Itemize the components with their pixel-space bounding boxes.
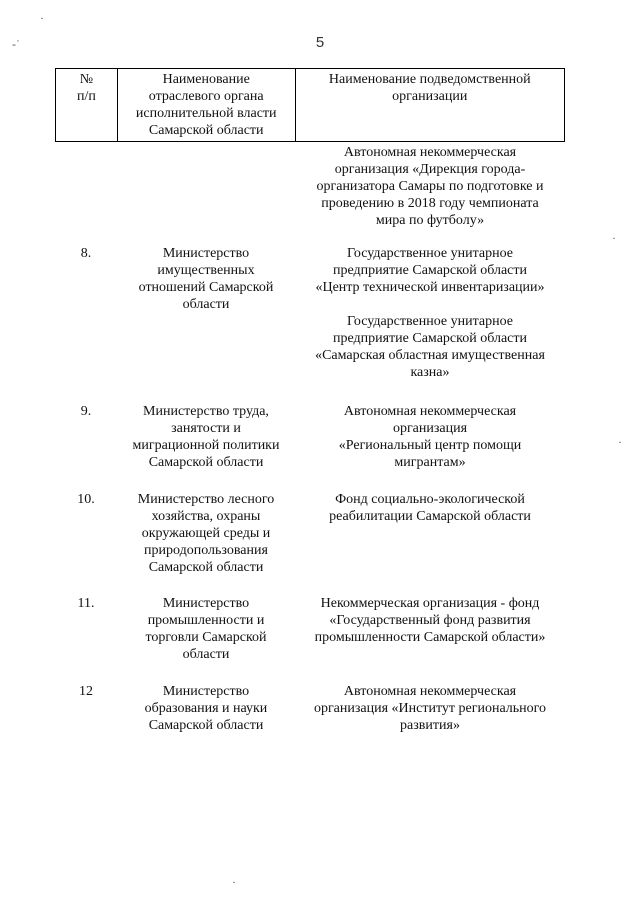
- table-row: [55, 491, 565, 576]
- header-subordinate-line: Наименование подведомственной: [328, 72, 531, 87]
- row-number: 11.: [77, 596, 95, 611]
- row-authority: [117, 245, 295, 381]
- subordinate-organization: [295, 595, 565, 646]
- text-line: предприятие Самарской области: [332, 263, 528, 278]
- text-line: предприятие Самарской области: [332, 331, 528, 346]
- row-subordinate: [295, 245, 565, 381]
- scan-speck: -˙: [12, 37, 20, 51]
- text-line: «Государственный фонд развития: [329, 613, 531, 628]
- text-line: Министерство: [162, 246, 250, 261]
- text-line: организация «Институт регионального: [313, 701, 547, 716]
- text-line: организация: [392, 421, 468, 436]
- text-line: промышленности и: [147, 613, 265, 628]
- text-line: мира по футболу»: [375, 213, 485, 228]
- text-line: организатора Самары по подготовке и: [316, 179, 544, 194]
- header-authority-line: Наименование: [162, 72, 250, 87]
- header-subordinate-column: [296, 69, 565, 141]
- text-line: области: [182, 297, 230, 312]
- table-header: [55, 68, 565, 142]
- text-line: казна»: [410, 365, 450, 380]
- table-row: [55, 144, 565, 229]
- text-line: образования и науки: [144, 701, 268, 716]
- header-authority-line: Самарской области: [148, 123, 264, 138]
- text-line: промышленности Самарской области»: [314, 630, 546, 645]
- row-subordinate: [295, 595, 565, 663]
- row-number: 9.: [80, 404, 92, 419]
- text-line: Самарской области: [148, 455, 264, 470]
- text-line: Министерство: [162, 684, 250, 699]
- header-authority-line: исполнительной власти: [135, 106, 277, 121]
- header-authority-line: отраслевого органа: [148, 89, 264, 104]
- header-number-line: п/п: [77, 89, 96, 104]
- text-line: развития»: [400, 718, 460, 733]
- row-number: 12: [79, 684, 93, 699]
- text-line: занятости и: [171, 421, 241, 436]
- scan-speck: ·: [618, 435, 622, 449]
- text-line: организация «Дирекция города-: [334, 162, 526, 177]
- text-line: хозяйства, охраны: [151, 509, 261, 524]
- text-line: отношений Самарской: [138, 280, 274, 295]
- header-number-line: №: [79, 72, 94, 87]
- header-subordinate-line: организации: [392, 89, 468, 104]
- text-line: Автономная некоммерческая: [343, 145, 517, 160]
- text-line: окружающей среды и: [141, 526, 271, 541]
- scan-speck: ·: [40, 11, 44, 25]
- table-row: [55, 245, 565, 381]
- text-line: «Региональный центр помощи: [338, 438, 522, 453]
- subordinate-organization: [295, 491, 565, 525]
- row-number: 10.: [77, 492, 95, 507]
- text-line: имущественных: [157, 263, 255, 278]
- header-number-column: [56, 69, 118, 141]
- row-authority: [117, 491, 295, 576]
- row-authority: [117, 144, 295, 229]
- table-row: [55, 595, 565, 663]
- row-subordinate: [295, 403, 565, 471]
- header-authority-column: [118, 69, 296, 141]
- subordinate-organization: [295, 245, 565, 296]
- table-row: [55, 683, 565, 734]
- page-number: 5: [315, 34, 325, 51]
- text-line: Министерство: [162, 596, 250, 611]
- text-line: Министерство лесного: [137, 492, 275, 507]
- row-authority: [117, 595, 295, 663]
- table-row: [55, 403, 565, 471]
- subordinate-organization: [295, 313, 565, 381]
- scan-speck: ·: [232, 875, 236, 889]
- text-line: миграционной политики: [132, 438, 280, 453]
- row-subordinate: [295, 144, 565, 229]
- text-line: природопользования: [144, 543, 268, 558]
- text-line: Автономная некоммерческая: [343, 684, 517, 699]
- row-authority: [117, 403, 295, 471]
- scan-speck: ·: [612, 231, 616, 245]
- row-number: [55, 144, 117, 229]
- text-line: «Центр технической инвентаризации»: [315, 280, 545, 295]
- row-number: 8.: [80, 246, 92, 261]
- text-line: Министерство труда,: [143, 404, 269, 419]
- text-line: Самарской области: [148, 560, 264, 575]
- row-subordinate: [295, 683, 565, 734]
- text-line: проведению в 2018 году чемпионата: [321, 196, 539, 211]
- text-line: Некоммерческая организация - фонд: [320, 596, 540, 611]
- text-line: мигрантам»: [394, 455, 466, 470]
- text-line: Фонд социально-экологической: [335, 492, 525, 507]
- row-authority: [117, 683, 295, 734]
- row-subordinate: [295, 491, 565, 576]
- text-line: «Самарская областная имущественная: [315, 348, 545, 363]
- text-line: Автономная некоммерческая: [343, 404, 517, 419]
- text-line: Самарской области: [148, 718, 264, 733]
- subordinate-organization: [295, 403, 565, 471]
- subordinate-organization: [295, 683, 565, 734]
- subordinate-organization: [295, 144, 565, 229]
- text-line: области: [182, 647, 230, 662]
- text-line: Государственное унитарное: [346, 246, 513, 261]
- text-line: торговли Самарской: [145, 630, 267, 645]
- text-line: Государственное унитарное: [346, 314, 513, 329]
- text-line: реабилитации Самарской области: [329, 509, 531, 524]
